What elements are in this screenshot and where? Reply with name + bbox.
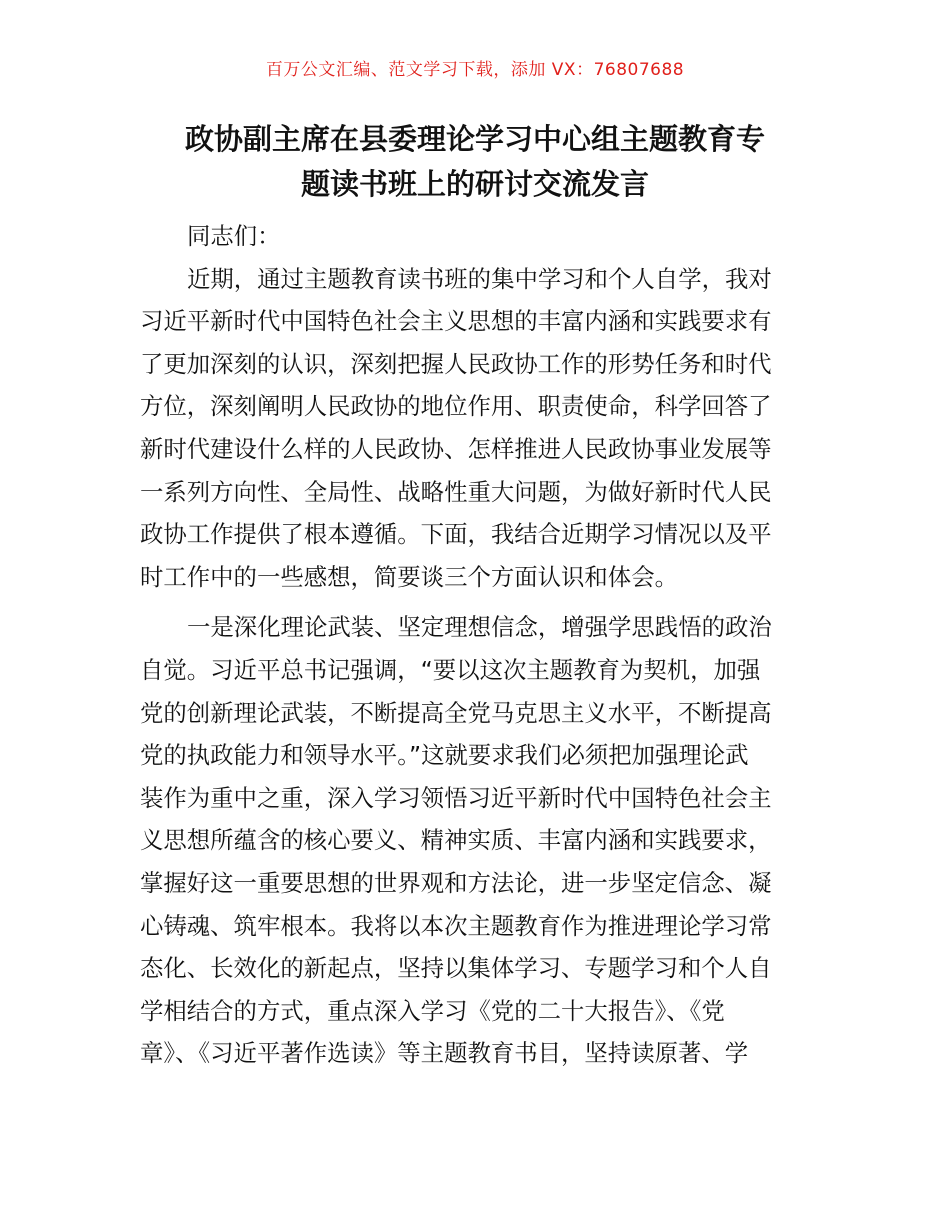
paragraph-line: 一是深化理论武装、坚定理想信念，增强学思践悟的政治 bbox=[187, 613, 772, 642]
paragraph-line: 近期，通过主题教育读书班的集中学习和个人自学，我对 bbox=[187, 264, 772, 293]
paragraph-2 bbox=[140, 606, 812, 1075]
paragraph-line: 态化、长效化的新起点，坚持以集体学习、专题学习和个人自 bbox=[140, 954, 772, 983]
paragraph-line: 学相结合的方式，重点深入学习《党的二十大报告》、《党 bbox=[140, 996, 725, 1025]
paragraph-line: 政协工作提供了根本遵循。下面，我结合近期学习情况以及平 bbox=[140, 520, 772, 549]
paragraph-line: 掌握好这一重要思想的世界观和方法论，进一步坚定信念、凝 bbox=[140, 868, 772, 897]
paragraph-line: 习近平新时代中国特色社会主义思想的丰富内涵和实践要求有 bbox=[140, 307, 772, 336]
watermark-header: 百万公文汇编、范文学习下载，添加 VX：76807688 bbox=[265, 60, 685, 80]
title-line: 政协副主席在县委理论学习中心组主题教育专 bbox=[184, 122, 765, 156]
paragraph-line: 了更加深刻的认识，深刻把握人民政协工作的形势任务和时代 bbox=[140, 349, 772, 378]
salutation: 同志们： bbox=[187, 222, 281, 250]
paragraph-line: 章》、《习近平著作选读》等主题教育书目，坚持读原著、学 bbox=[140, 1039, 749, 1068]
paragraph-line: 党的创新理论武装，不断提高全党马克思主义水平，不断提高 bbox=[140, 698, 772, 727]
paragraph-line: 义思想所蕴含的核心要义、精神实质、丰富内涵和实践要求， bbox=[140, 826, 772, 855]
paragraph-line: 心铸魂、筑牢根本。我将以本次主题教育作为推进理论学习常 bbox=[140, 911, 772, 940]
document-body bbox=[140, 215, 812, 1075]
paragraph-line: 时工作中的一些感想，简要谈三个方面认识和体会。 bbox=[140, 562, 678, 591]
paragraph-line: 装作为重中之重，深入学习领悟习近平新时代中国特色社会主 bbox=[140, 783, 772, 812]
paragraph-line: 方位，深刻阐明人民政协的地位作用、职责使命，科学回答了 bbox=[140, 392, 772, 421]
paragraph-1 bbox=[140, 258, 812, 599]
paragraph-line: 一系列方向性、全局性、战略性重大问题，为做好新时代人民 bbox=[140, 477, 772, 506]
document-title bbox=[125, 117, 825, 207]
title-line: 题读书班上的研讨交流发言 bbox=[300, 167, 649, 201]
paragraph-line: 自觉。习近平总书记强调，“要以这次主题教育为契机，加强 bbox=[140, 655, 761, 684]
paragraph-line: 新时代建设什么样的人民政协、怎样推进人民政协事业发展等 bbox=[140, 434, 772, 463]
paragraph-line: 党的执政能力和领导水平。”这就要求我们必须把加强理论武 bbox=[140, 741, 749, 770]
